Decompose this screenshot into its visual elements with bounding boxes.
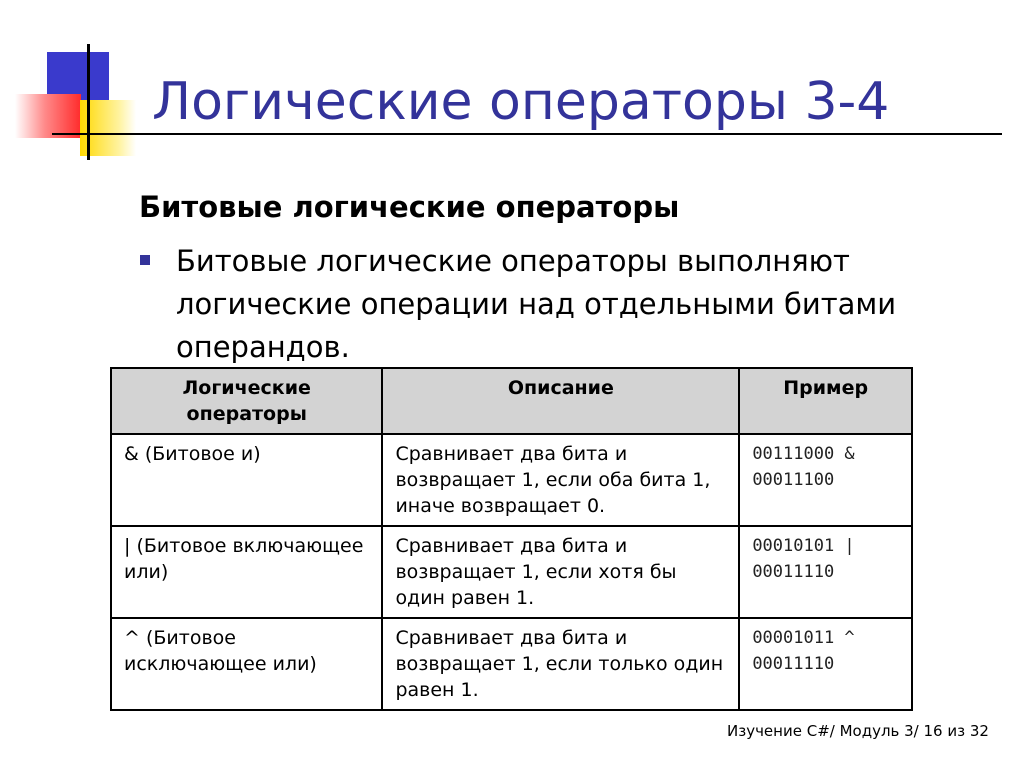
description-cell: Сравнивает два бита и возвращает 1, если только один равен 1. [382,618,739,710]
example-cell: 00111000 & 00011100 [739,434,912,526]
logo-red-bar [15,94,81,138]
bullet-square-icon [140,255,150,265]
operators-table [110,367,913,711]
table-row [111,526,912,618]
bullet-text: Битовые логические операторы выполняют логические операции над отдельными битами операндов. [176,244,897,364]
title-underline [52,133,1002,135]
operator-cell: | (Битовое включающее или) [111,526,382,618]
slide-subtitle: Битовые логические операторы [139,190,680,224]
table-row [111,434,912,526]
table-header-row [111,368,912,434]
example-cell: 00010101 | 00011110 [739,526,912,618]
operator-cell: & (Битовое и) [111,434,382,526]
table-row [111,618,912,710]
description-cell: Сравнивает два бита и возвращает 1, если оба бита 1, иначе возвращает 0. [382,434,739,526]
header-operators: Логические операторы [111,368,382,434]
header-example: Пример [739,368,912,434]
example-cell: 00001011 ^ 00011110 [739,618,912,710]
header-description: Описание [382,368,739,434]
operator-cell: ^ (Битовое исключающее или) [111,618,382,710]
slide-footer: Изучение C#/ Модуль 3/ 16 из 32 [727,722,989,740]
description-cell: Сравнивает два бита и возвращает 1, если хотя бы один равен 1. [382,526,739,618]
logo-vertical-line [87,44,90,160]
slide-title: Логические операторы 3-4 [152,72,890,132]
